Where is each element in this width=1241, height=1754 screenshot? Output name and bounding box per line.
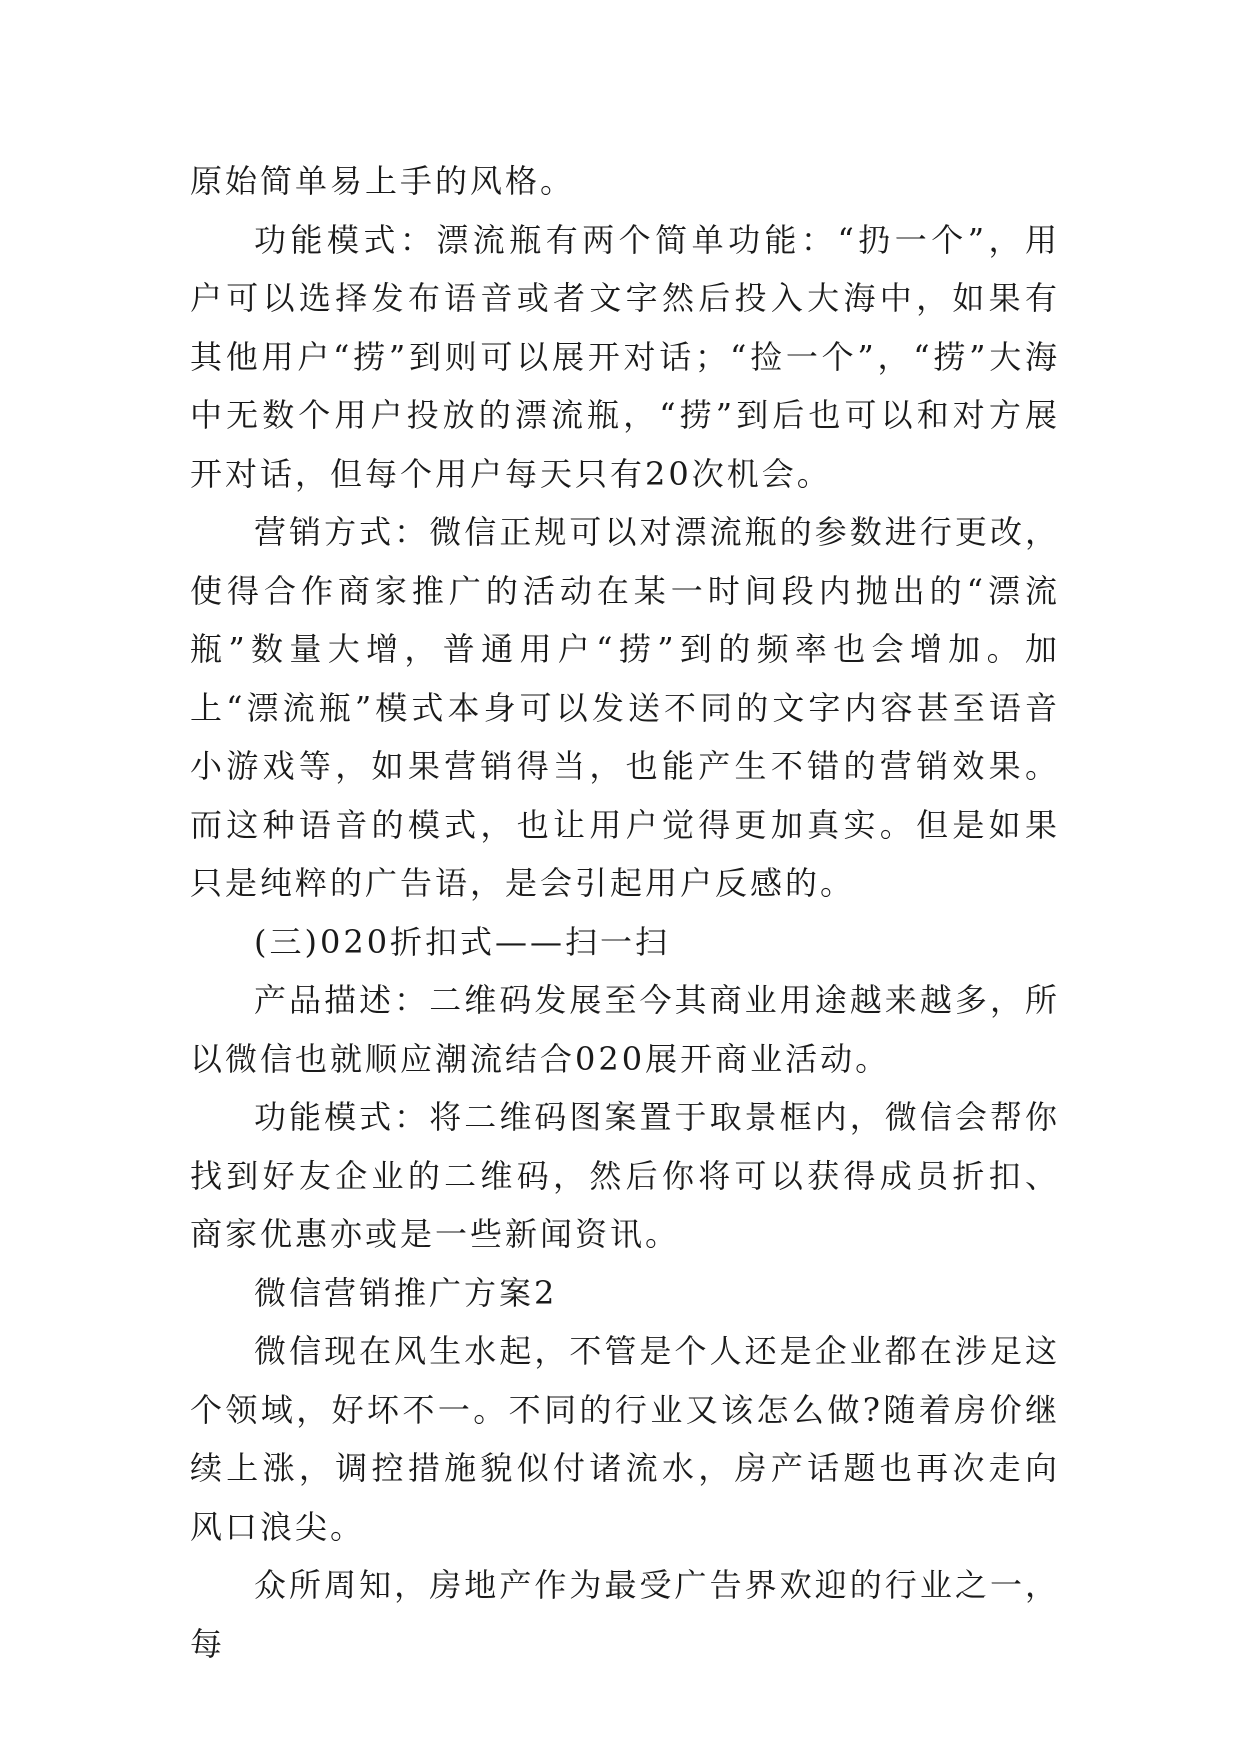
- paragraph-marketing-method: 营销方式：微信正规可以对漂流瓶的参数进行更改，使得合作商家推广的活动在某一时间段内抛出的“漂流瓶”数量大增，普通用户“捞”到的频率也会增加。加上“漂流瓶”模式本身可以发送不同的文字内容甚至语音小游戏等，如果营销得当，也能产生不错的营销效果。而这种语音的模式，也让用户觉得更加真实。但是如果只是纯粹的广告语，是会引起用户反感的。: [190, 513, 1060, 902]
- body-text: [190, 152, 1060, 1673]
- paragraph-product-description: 产品描述：二维码发展至今其商业用途越来越多，所以微信也就顺应潮流结合020展开商业活动。: [190, 981, 1060, 1078]
- paragraph-style-end: 原始简单易上手的风格。: [190, 162, 576, 200]
- paragraph-wechat-now: 微信现在风生水起，不管是个人还是企业都在涉足这个领域，好坏不一。不同的行业又该怎么做?随着房价继续上涨，调控措施貌似付诸流水，房产话题也再次走向风口浪尖。: [190, 1332, 1060, 1546]
- paragraph-function-mode-bottle: 功能模式：漂流瓶有两个简单功能：“扔一个”，用户可以选择发布语音或者文字然后投入大海中，如果有其他用户“捞”到则可以展开对话；“捡一个”，“捞”大海中无数个用户投放的漂流瓶，“捞”到后也可以和对方展开对话，但每个用户每天只有20次机会。: [190, 220, 1060, 493]
- paragraph-real-estate: 众所周知，房地产作为最受广告界欢迎的行业之一，每: [190, 1566, 1060, 1663]
- section-heading-o2o: (三)020折扣式——扫一扫: [254, 922, 671, 961]
- paragraph-function-mode-qr: 功能模式：将二维码图案置于取景框内，微信会帮你找到好友企业的二维码，然后你将可以获得成员折扣、商家优惠亦或是一些新闻资讯。: [190, 1098, 1060, 1253]
- section-heading-plan-2: 微信营销推广方案2: [254, 1273, 558, 1312]
